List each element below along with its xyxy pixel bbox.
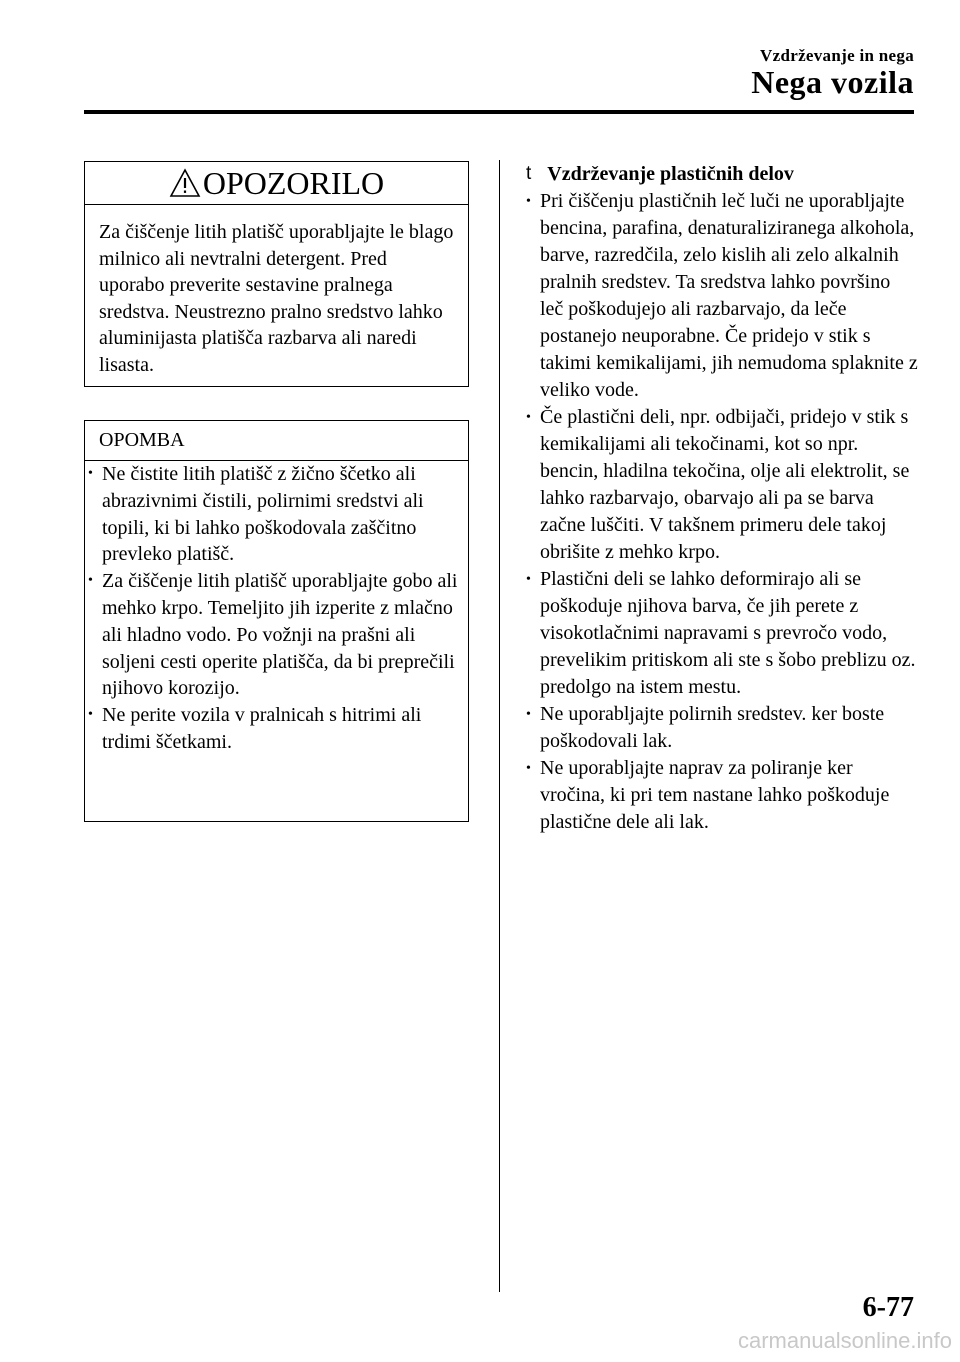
section-heading-text: Vzdrževanje plastičnih delov — [547, 163, 794, 185]
warning-triangle-icon — [169, 168, 201, 198]
warning-box — [84, 161, 469, 387]
warning-text: Za čiščenje litih platišč uporabljajte le blago milnico ali nevtralni detergent. Pred uporabo preverite sestavine pralnega sredstva. Neustrezno pralno sredstvo lahko aluminijasta platišča razbarva ali naredi lisasta. — [99, 221, 454, 376]
bullet-icon: • — [88, 573, 93, 589]
watermark: carmanualsonline.info — [737, 1328, 952, 1353]
list-item: • Pri čiščenju plastičnih leč luči ne uporabljajte bencina, parafina, denaturaliziranega alkohola, barve, razredčila, zelo kislih ali zelo alkalnih pralnih sredstev. Ta sredstva lahko površino leč poškodujejo ali razbarvajo, da leče postanejo neuporabne. Če pridejo v stik s takimi kemikalijami, jih nemudoma splaknite z veliko vode. — [526, 190, 918, 401]
bullet-icon: • — [526, 410, 531, 425]
note-box — [84, 420, 469, 822]
bullet-icon: • — [88, 466, 93, 481]
bullet-icon: • — [526, 194, 531, 209]
bullet-icon: • — [526, 761, 531, 776]
section-marker-icon: t — [526, 163, 532, 184]
bullet-icon: • — [88, 707, 93, 723]
section-title: Nega vozila — [751, 64, 914, 100]
list-item: • Plastični deli se lahko deformirajo ali se poškoduje njihova barva, če jih perete z visokotlačnimi napravami s prevročo vodo, prevelikim pritiskom ali ste s šobo preblizu oz. predolgo na istem mestu. — [526, 568, 916, 698]
warning-title: OPOZORILO — [202, 164, 385, 201]
list-item: • Ne uporabljajte naprav za poliranje ker vročina, ki pri tem nastane lahko poškoduje plastične dele ali lak. — [526, 757, 890, 833]
bullet-icon: • — [526, 572, 531, 587]
plastic-care-list — [523, 188, 918, 836]
note-title: OPOMBA — [85, 421, 468, 461]
list-item: • Če plastični deli, npr. odbijači, pridejo v stik s kemikalijami ali tekočinami, kot so npr. bencin, hladilna tekočina, olje ali elektrolit, se lahko razbarvajo, obarvajo ali pa se barva začne luščiti. V takšnem primeru dele takoj obrišite z mehko krpo. — [526, 406, 910, 563]
section-heading — [523, 160, 918, 188]
bullet-icon: • — [526, 707, 531, 722]
list-item: • Ne perite vozila v pralnicah s hitrimi ali trdimi ščetkami. — [88, 704, 422, 753]
warning-title-bar — [85, 162, 468, 205]
note-list — [85, 461, 468, 756]
header-rule — [84, 110, 914, 114]
list-item: • Za čiščenje litih platišč uporabljajte gobo ali mehko krpo. Temeljito jih izperite z mlačno ali hladno vodo. Po vožnji na prašni ali soljeni cesti operite platišča, da bi preprečili njihovo korozijo. — [88, 570, 458, 700]
page-number: 6-77 — [862, 1292, 914, 1323]
column-divider — [499, 160, 500, 1292]
list-item: • Ne čistite litih platišč z žično ščetko ali abrazivnimi čistili, polirnimi sredstvi ali topili, ki bi lahko poškodovala zaščitno prevleko platišč. — [88, 463, 424, 566]
plastic-care-section — [523, 160, 918, 836]
chapter-title: Vzdrževanje in nega — [760, 46, 914, 65]
list-item: • Ne uporabljajte polirnih sredstev. ker boste poškodovali lak. — [526, 703, 885, 752]
